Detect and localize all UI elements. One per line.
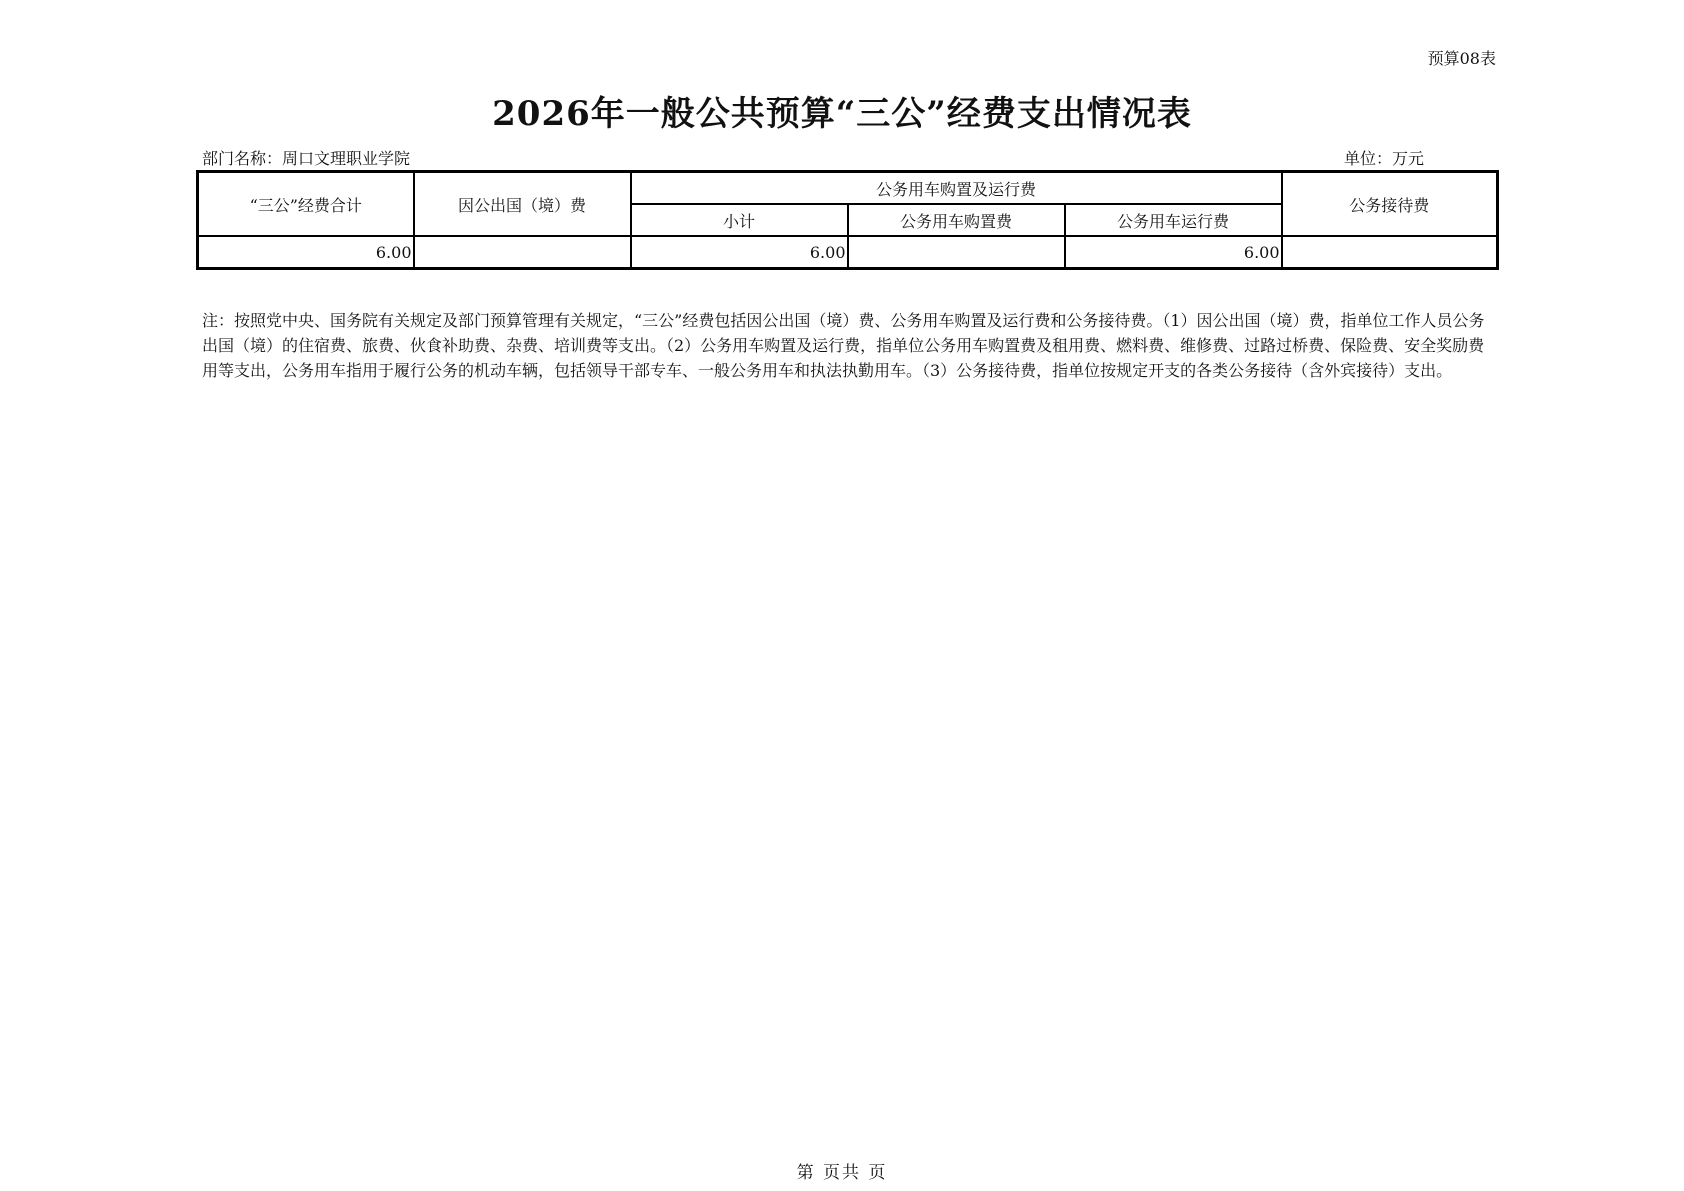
explanatory-note: 注：按照党中央、国务院有关规定及部门预算管理有关规定，“三公”经费包括因公出国（境）费、公务用车购置及运行费和公务接待费。（1）因公出国（境）费，指单位工作人员公务出国（境）的住宿费、旅费、伙食补助费、杂费、培训费等支出。（2）公务用车购置及运行费，指单位公务用车购置费及租用费、燃料费、维修费、过路过桥费、保险费、安全奖励费用等支出，公务用车指用于履行公务的机动车辆，包括领导干部专车、一般公务用车和执法执勤用车。（3）公务接待费，指单位按规定开支的各类公务接待（含外宾接待）支出。 [202,311,1485,380]
cell-total: 6.00 [198,236,414,269]
header-total: “三公”经费合计 [198,172,414,237]
header-operation: 公务用车运行费 [1065,204,1282,236]
expenditure-table [196,170,1499,270]
table-row [198,236,1498,269]
page-title: 2026年一般公共预算“三公”经费支出情况表 [492,94,1192,134]
cell-reception [1282,236,1498,269]
cell-abroad [414,236,631,269]
unit-label: 单位：万元 [1344,149,1425,168]
cell-subtotal: 6.00 [631,236,848,269]
form-number: 预算08表 [1427,49,1496,68]
header-vehicle-group: 公务用车购置及运行费 [631,172,1282,205]
department-name: 部门名称：周口文理职业学院 [202,149,411,168]
header-reception: 公务接待费 [1282,172,1498,237]
header-purchase: 公务用车购置费 [848,204,1065,236]
page-footer: 第 页共 页 [796,1163,888,1183]
cell-purchase [848,236,1065,269]
header-abroad: 因公出国（境）费 [414,172,631,237]
header-subtotal: 小计 [631,204,848,236]
cell-operation: 6.00 [1065,236,1282,269]
